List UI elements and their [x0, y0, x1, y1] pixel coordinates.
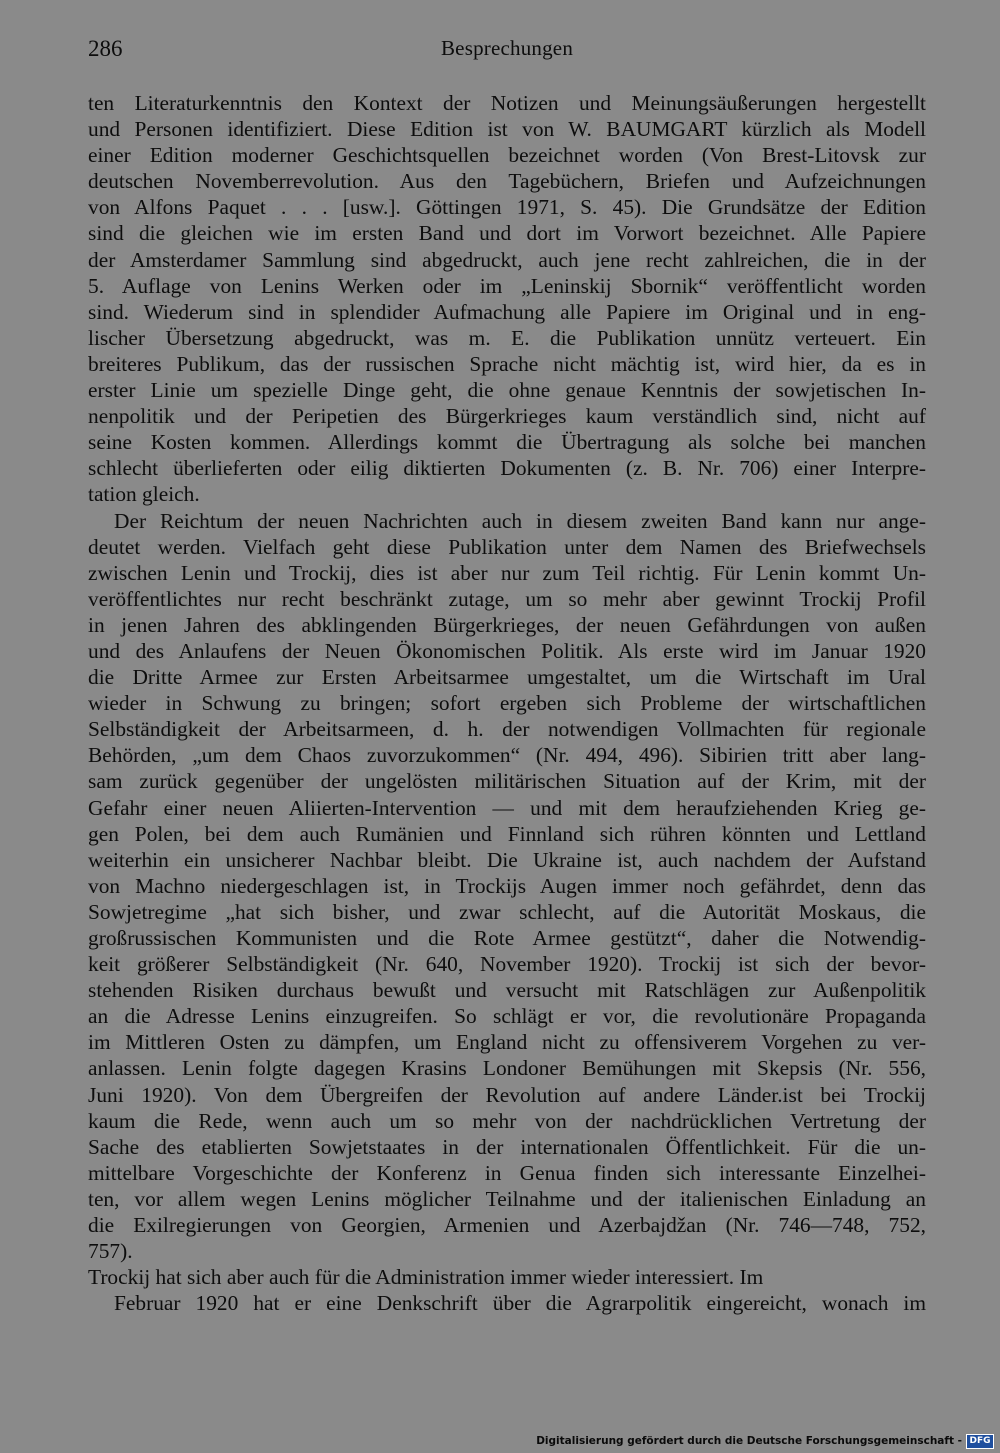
text-line: anlassen. Lenin folgte dagegen Krasins Londoner Bemühungen mit Skepsis (Nr. 556, — [88, 1056, 926, 1081]
text-line: 757). — [88, 1239, 133, 1264]
text-line: breiteres Publikum, das der russischen Sprache nicht mächtig ist, wird hier, da es in — [88, 351, 926, 376]
text-line: Trockij hat sich aber auch für die Administration immer wieder interessiert. Im — [88, 1265, 764, 1290]
text-line: Gefahr einer neuen Aliierten-Intervention — und mit dem heraufziehenden Krieg ge- — [88, 795, 926, 820]
dfg-logo-icon: DFG — [966, 1434, 994, 1449]
text-line: mittelbare Vorgeschichte der Konferenz in Genua finden sich interessante Einzelhei- — [88, 1160, 926, 1185]
text-line: erster Linie um spezielle Dinge geht, die ohne genaue Kenntnis der sowjetischen In- — [88, 378, 926, 403]
running-head: Besprechungen — [440, 36, 574, 60]
text-line: von Alfons Paquet . . . [usw.]. Göttingen 1971, S. 45). Die Grundsätze der Edition — [88, 195, 926, 220]
text-line: stehenden Risiken durchaus bewußt und versucht mit Ratschlägen zur Außenpolitik — [88, 978, 926, 1003]
text-line: die Dritte Armee zur Ersten Arbeitsarmee umgestaltet, um die Wirtschaft im Ural — [88, 665, 926, 690]
page-number: 286 — [88, 36, 123, 61]
text-line: Februar 1920 hat er eine Denkschrift über die Agrarpolitik eingereicht, wonach im — [114, 1291, 926, 1316]
text-line: Juni 1920). Von dem Übergreifen der Revolution auf andere Länder.ist bei Trockij — [88, 1082, 926, 1107]
text-line: ten, vor allem wegen Lenins möglicher Teilnahme und der italienischen Einladung an — [88, 1186, 926, 1211]
text-line: die Exilregierungen von Georgien, Armenien und Azerbajdžan (Nr. 746—748, 752, — [88, 1213, 926, 1238]
page-header — [88, 36, 926, 66]
text-line: ten Literaturkenntnis den Kontext der Notizen und Meinungsäußerungen hergestellt — [88, 91, 926, 115]
text-line: nenpolitik und der Peripetien des Bürgerkrieges kaum verständlich sind, nicht auf — [88, 404, 926, 429]
footer-credit — [536, 1433, 994, 1449]
body-text — [88, 90, 926, 1316]
text-line: tation gleich. — [88, 482, 200, 507]
text-line: großrussischen Kommunisten und die Rote Armee gestützt“, daher die Notwendig- — [88, 926, 926, 950]
text-line: in jenen Jahren des abklingenden Bürgerkrieges, der neuen Gefährdungen von außen — [88, 612, 926, 637]
text-line: sind. Wiederum sind in splendider Aufmachung alle Papiere im Original und in eng- — [88, 299, 926, 324]
text-line: Der Reichtum der neuen Nachrichten auch in diesem zweiten Band kann nur ange- — [114, 508, 926, 533]
text-line: deutet werden. Vielfach geht diese Publikation unter dem Namen des Briefwechsels — [88, 534, 926, 559]
text-line: zwischen Lenin und Trockij, dies ist aber nur zum Teil richtig. Für Lenin kommt Un- — [88, 560, 926, 585]
text-line: Selbständigkeit der Arbeitsarmeen, d. h. der notwendigen Vollmachten für regionale — [88, 717, 926, 742]
text-line: keit größerer Selbständigkeit (Nr. 640, November 1920). Trockij ist sich der bevor- — [88, 952, 926, 977]
text-line: seine Kosten kommen. Allerdings kommt die Übertragung als solche bei manchen — [88, 430, 926, 455]
text-line: sind die gleichen wie im ersten Band und dort im Vorwort bezeichnet. Alle Papiere — [88, 221, 926, 246]
text-line: kaum die Rede, wenn auch um so mehr von der nachdrücklichen Vertretung der — [88, 1108, 926, 1133]
text-line: Behörden, „um dem Chaos zuvorzukommen“ (Nr. 494, 496). Sibirien tritt aber lang- — [88, 743, 926, 768]
text-line: Sache des etablierten Sowjetstaates in der internationalen Öffentlichkeit. Für die un- — [88, 1134, 926, 1159]
text-line: gen Polen, bei dem auch Rumänien und Finnland sich rühren könnten und Lettland — [88, 821, 926, 846]
text-line: und des Anlaufens der Neuen Ökonomischen Politik. Als erste wird im Januar 1920 — [88, 638, 926, 663]
text-line: und Personen identifiziert. Diese Edition ist von W. BAUMGART kürzlich als Modell — [88, 117, 926, 142]
text-line: einer Edition moderner Geschichtsquellen bezeichnet worden (Von Brest-Litovsk zur — [88, 143, 926, 168]
text-line: Sowjetregime „hat sich bisher, und zwar schlecht, auf die Autorität Moskaus, die — [88, 899, 926, 924]
text-line: 5. Auflage von Lenins Werken oder im „Leninskij Sbornik“ veröffentlicht worden — [88, 273, 926, 298]
text-line: sam zurück gegenüber der ungelösten militärischen Situation auf der Krim, mit der — [88, 769, 926, 794]
text-line: wieder in Schwung zu bringen; sofort ergeben sich Probleme der wirtschaftlichen — [88, 691, 926, 716]
text-line: der Amsterdamer Sammlung sind abgedruckt, auch jene recht zahlreichen, die in der — [88, 247, 926, 272]
text-line: schlecht überlieferten oder eilig diktierten Dokumenten (z. B. Nr. 706) einer Interpre- — [88, 456, 926, 481]
text-line: lischer Übersetzung abgedruckt, was m. E. die Publikation unnütz verteuert. Ein — [88, 325, 926, 350]
text-line: veröffentlichtes nur recht beschränkt zutage, um so mehr aber gewinnt Trockij Profil — [88, 586, 926, 611]
text-line: von Machno niedergeschlagen ist, in Trockijs Augen immer noch gefährdet, denn das — [88, 873, 926, 898]
text-line: an die Adresse Lenins einzugreifen. So schlägt er vor, die revolutionäre Propaganda — [88, 1004, 926, 1029]
text-line: weiterhin ein unsicherer Nachbar bleibt. Die Ukraine ist, auch nachdem der Aufstand — [88, 847, 926, 872]
text-line: im Mittleren Osten zu dämpfen, um England nicht zu offensiverem Vorgehen zu ver- — [88, 1030, 926, 1055]
footer-text: Digitalisierung gefördert durch die Deutsche Forschungsgemeinschaft - — [536, 1435, 962, 1447]
text-line: deutschen Novemberrevolution. Aus den Tagebüchern, Briefen und Aufzeichnungen — [88, 169, 926, 194]
